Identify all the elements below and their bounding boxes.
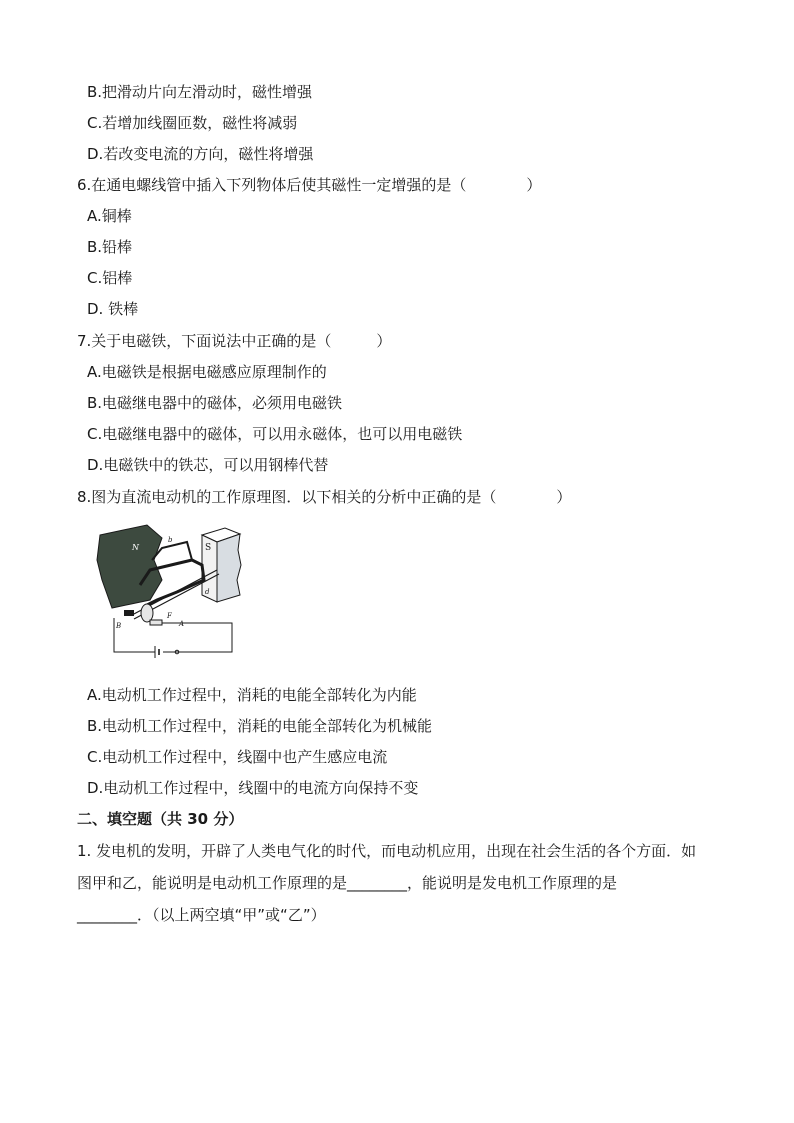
brush-a <box>150 620 162 625</box>
q6-option-a: A.铜棒 <box>87 207 132 225</box>
fill-q1-line1: 1. 发电机的发明，开辟了人类电气化的时代，而电动机应用，出现在社会生活的各个方面．如 <box>77 842 697 860</box>
q7-option-a: A.电磁铁是根据电磁感应原理制作的 <box>87 363 327 381</box>
commutator-label-f: F <box>167 612 172 620</box>
s-magnet-side <box>217 534 241 602</box>
coil-label-b: b <box>168 536 173 544</box>
q7-option-c: C.电磁继电器中的磁体，可以用永磁体，也可以用电磁铁 <box>87 425 463 443</box>
q5-option-c: C.若增加线圈匝数，磁性将减弱 <box>87 114 298 132</box>
q8-option-a: A.电动机工作过程中，消耗的电能全部转化为内能 <box>87 686 417 704</box>
q6-option-d: D. 铁棒 <box>87 300 139 318</box>
q8-option-d: D.电动机工作过程中，线圈中的电流方向保持不变 <box>87 779 419 797</box>
q6-option-c: C.铝棒 <box>87 269 133 287</box>
n-label: N <box>132 543 139 552</box>
s-label: S <box>205 543 212 553</box>
fill-q1-line3: ________．（以上两空填“甲”或“乙”） <box>77 906 326 924</box>
q6-option-b: B.铅棒 <box>87 238 133 256</box>
q8-option-c: C.电动机工作过程中，线圈中也产生感应电流 <box>87 748 388 766</box>
q8-option-b: B.电动机工作过程中，消耗的电能全部转化为机械能 <box>87 717 433 735</box>
circuit-wire <box>114 618 232 652</box>
brush-b <box>124 610 134 616</box>
brush-label-b: B <box>116 622 122 630</box>
commutator <box>141 604 153 622</box>
q7-option-d: D.电磁铁中的铁芯，可以用钢棒代替 <box>87 456 329 474</box>
q8-stem: 8.图为直流电动机的工作原理图．以下相关的分析中正确的是（ ） <box>77 488 572 506</box>
fill-q1-line2: 图甲和乙，能说明是电动机工作原理的是________，能说明是发电机工作原理的是 <box>77 874 618 892</box>
q5-option-b: B.把滑动片向左滑动时，磁性增强 <box>87 83 313 101</box>
motor-principle-figure <box>92 520 242 660</box>
brush-label-a: A <box>179 620 185 628</box>
coil-label-d: d <box>205 588 210 596</box>
section-title: 二、填空题（共 30 分） <box>77 810 244 828</box>
q7-option-b: B.电磁继电器中的磁体，必须用电磁铁 <box>87 394 343 412</box>
q6-stem: 6.在通电螺线管中插入下列物体后使其磁性一定增强的是（ ） <box>77 176 542 194</box>
q5-option-d: D.若改变电流的方向，磁性将增强 <box>87 145 314 163</box>
q7-stem: 7.关于电磁铁，下面说法中正确的是（ ） <box>77 332 392 350</box>
n-magnet <box>97 525 162 608</box>
